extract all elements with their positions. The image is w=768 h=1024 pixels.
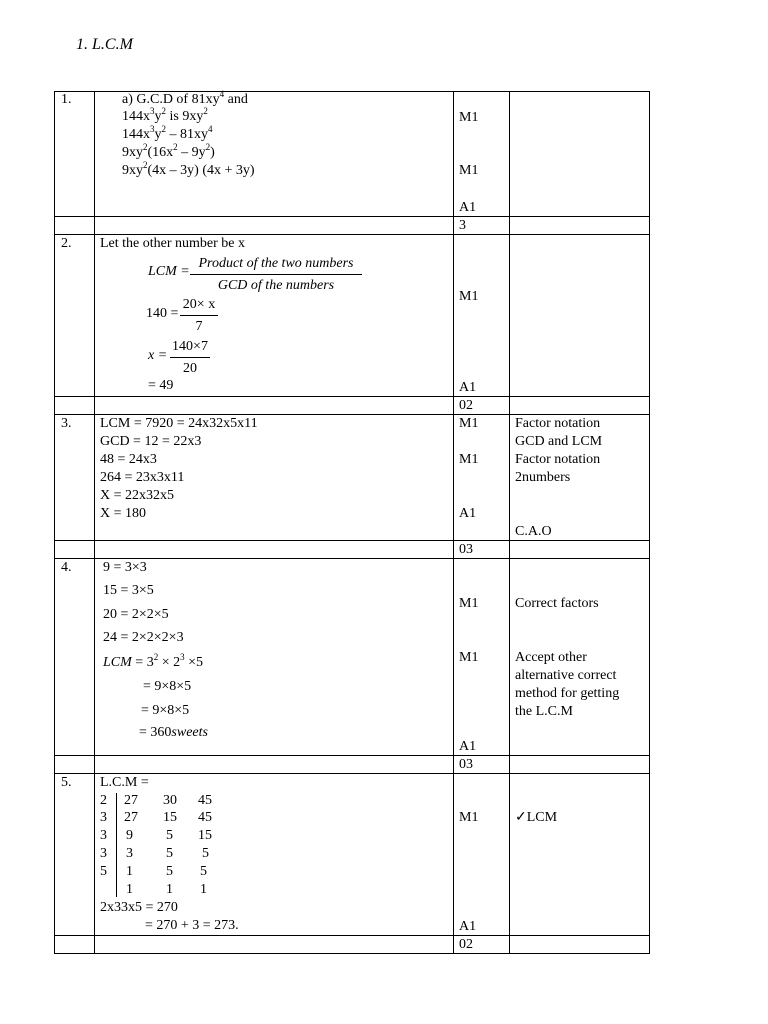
question-number: 1.	[61, 92, 72, 107]
ladder-cell: 15	[163, 810, 177, 825]
ladder-cell: 5	[166, 828, 173, 843]
ladder-cell: 27	[124, 793, 138, 808]
q4-line: 24 = 2×2×2×3	[103, 630, 184, 645]
q3-line: LCM = 7920 = 24x32x5x11	[100, 416, 258, 431]
ladder-cell: 5	[166, 846, 173, 861]
total-marks: 03	[459, 542, 473, 557]
q1-line: $144x^3y^2 - 81xy^4$	[122, 124, 213, 142]
fraction: Product of the two numbers GCD of the numbers	[190, 256, 362, 294]
ladder-cell: 5	[200, 864, 207, 879]
ladder-cell: 1	[126, 864, 133, 879]
mark: M1	[459, 452, 479, 467]
equation-lhs: 140 =	[146, 306, 179, 321]
ladder-cell: 45	[198, 810, 212, 825]
mark: A1	[459, 506, 477, 521]
comment: alternative correct	[515, 668, 617, 683]
q3-line: GCD = 12 = 22x3	[100, 434, 202, 449]
total-marks: 02	[459, 937, 473, 952]
equation-lhs: LCM =	[148, 264, 190, 279]
ladder-cell: 5	[202, 846, 209, 861]
ladder-cell: 45	[198, 793, 212, 808]
divisor: 5	[100, 864, 107, 879]
mark: A1	[459, 380, 477, 395]
divisor: 3	[100, 810, 107, 825]
comment: Factor notation	[515, 452, 601, 467]
total-marks: 03	[459, 757, 473, 772]
q3-line: 48 = 24x3	[100, 452, 157, 467]
question-number: 2.	[61, 236, 72, 251]
ladder-cell: 30	[163, 793, 177, 808]
q1-line: $9xy^2(16x^2 - 9y^2)$	[122, 142, 215, 160]
comment: Accept other	[515, 650, 587, 665]
q4-line: 9 = 3×3	[103, 560, 147, 575]
q1-line: a) G.C.D of $81xy^4$ and	[122, 89, 248, 107]
q4-line: 20 = 2×2×5	[103, 607, 169, 622]
ladder-cell: 15	[198, 828, 212, 843]
ladder-cell: 5	[166, 864, 173, 879]
comment: Factor notation	[515, 416, 601, 431]
divisor: 3	[100, 828, 107, 843]
comment: C.A.O	[515, 524, 552, 539]
q4-line: = 360sweets	[139, 725, 208, 740]
q3-line: X = 180	[100, 506, 147, 521]
q5-result: 2x33x5 = 270	[100, 900, 178, 915]
comment: ✓LCM	[515, 810, 558, 825]
question-number: 3.	[61, 416, 72, 431]
equation-result: = 49	[148, 378, 174, 393]
ladder-cell: 3	[126, 846, 133, 861]
question-number: 5.	[61, 775, 72, 790]
q2-intro: Let the other number be x	[100, 236, 246, 251]
mark: A1	[459, 739, 477, 754]
q5-result: = 270 + 3 = 273.	[145, 918, 239, 933]
mark: M1	[459, 596, 479, 611]
mark: A1	[459, 200, 477, 215]
total-marks: 02	[459, 398, 473, 413]
mark: A1	[459, 919, 477, 934]
comment: GCD and LCM	[515, 434, 603, 449]
page-title: 1. L.C.M	[76, 36, 133, 53]
ladder-cell: 1	[126, 882, 133, 897]
q1-line: $9xy^2(4x - 3y) (4x + 3y)$	[122, 160, 255, 178]
mark: M1	[459, 650, 479, 665]
mark: M1	[459, 810, 479, 825]
question-number: 4.	[61, 560, 72, 575]
comment: Correct factors	[515, 596, 599, 611]
q4-line: LCM = $3^2 \times 2^3 \times 5$	[103, 652, 204, 670]
divisor: 3	[100, 846, 107, 861]
comment: method for getting	[515, 686, 620, 701]
q5-header: L.C.M =	[100, 775, 149, 790]
ladder-cell: 27	[124, 810, 138, 825]
q3-line: 264 = 23x3x11	[100, 470, 185, 485]
comment: the L.C.M	[515, 704, 573, 719]
mark: M1	[459, 110, 479, 125]
mark: M1	[459, 163, 479, 178]
fraction: $\frac{140\times 7}{20}$	[170, 339, 210, 377]
divisor: 2	[100, 793, 107, 808]
q1-line: $144x^3y^2$ is $9xy^2$	[122, 106, 208, 124]
q4-line: = 9×8×5	[141, 703, 190, 718]
mark: M1	[459, 289, 479, 304]
comment: 2numbers	[515, 470, 571, 485]
ladder-cell: 1	[166, 882, 173, 897]
q3-line: X = 22x32x5	[100, 488, 175, 503]
fraction: $\frac{20\times x}{7}$	[180, 297, 218, 335]
mark: M1	[459, 416, 479, 431]
q4-line: = 9×8×5	[143, 679, 192, 694]
ladder-cell: 1	[200, 882, 207, 897]
total-marks: 3	[459, 218, 466, 233]
ladder-cell: 9	[126, 828, 133, 843]
equation-lhs: x =	[148, 348, 168, 363]
q4-line: 15 = 3×5	[103, 583, 154, 598]
